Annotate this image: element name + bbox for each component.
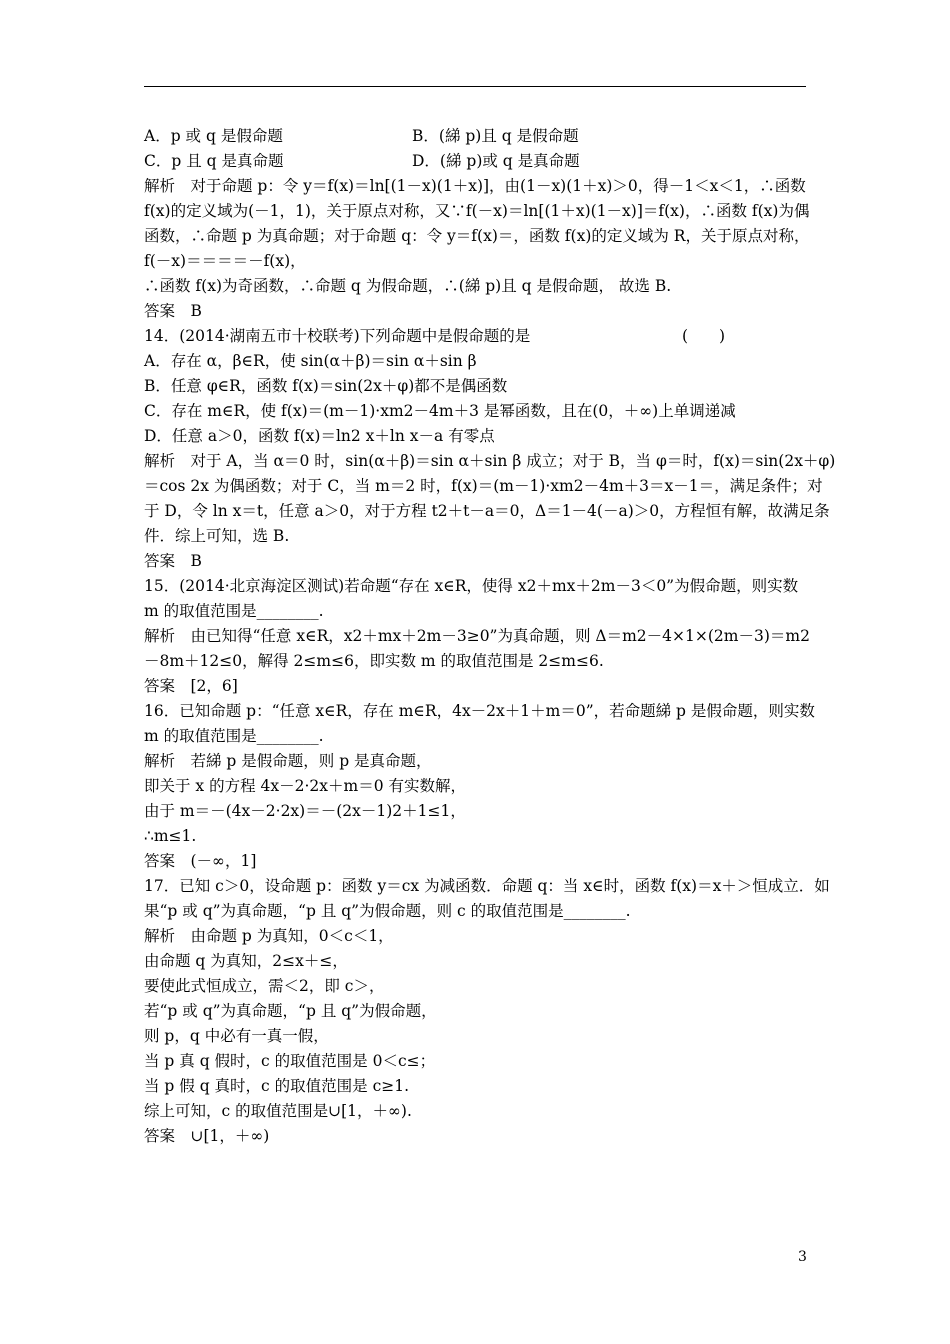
text-line — [144, 799, 814, 824]
line-text: C．存在 m∈R，使 f(x)＝(m－1)·xm2－4m＋3 是幂函数，且在(0，＋∞)上单调递减 — [144, 402, 736, 420]
text-line — [144, 374, 814, 399]
text-line — [144, 624, 814, 649]
text-line — [144, 949, 814, 974]
line-text: 答案 [2，6] — [144, 677, 238, 695]
text-line — [144, 824, 814, 849]
line-text: m 的取值范围是________. — [144, 727, 324, 745]
line-text: f(x)的定义域为(－1，1)，关于原点对称，又∵f(－x)＝ln[(1＋x)(1－x)]＝f(x)，∴函数 f(x)为偶 — [144, 202, 810, 220]
text-line — [144, 199, 814, 224]
text-line — [144, 1099, 814, 1124]
text-line — [144, 1074, 814, 1099]
answer-blank-parentheses: ( ) — [682, 327, 726, 345]
line-text: ∴m≤1. — [144, 827, 197, 845]
line-text: 答案 (－∞，1] — [144, 852, 257, 870]
text-line — [144, 874, 830, 899]
text-line — [144, 524, 814, 549]
line-text: 若“p 或 q”为真命题，“p 且 q”为假命题， — [144, 1002, 437, 1020]
line-text: 答案 ∪[1，＋∞) — [144, 1127, 270, 1145]
text-line — [144, 124, 814, 149]
page-number: 3 — [798, 1249, 807, 1265]
line-text: 15．(2014·北京海淀区测试)若命题“存在 x∈R，使得 x2＋mx＋2m－3＜0”为假命题，则实数 — [144, 577, 799, 595]
text-line — [144, 699, 814, 724]
text-line — [144, 749, 814, 774]
line-text: 即关于 x 的方程 4x－2·2x＋m＝0 有实数解， — [144, 777, 467, 795]
text-line — [144, 149, 814, 174]
text-line — [144, 1049, 814, 1074]
document-body — [144, 124, 836, 1149]
line-text: －8m＋12≤0，解得 2≤m≤6，即实数 m 的取值范围是 2≤m≤6. — [144, 652, 604, 670]
line-text: 综上可知，c 的取值范围是∪[1，＋∞). — [144, 1102, 412, 1120]
line-text: 解析 对于 A，当 α＝0 时，sin(α＋β)＝sin α＋sin β 成立；对于 B，当 φ＝时，f(x)＝sin(2x＋φ) — [144, 452, 836, 470]
line-text: 解析 对于命题 p：令 y＝f(x)＝ln[(1－x)(1＋x)]，由(1－x)(1＋x)＞0，得－1＜x＜1，∴函数 — [144, 177, 806, 195]
text-line — [144, 349, 814, 374]
option-right: D．(綈 p)或 q 是真命题 — [412, 152, 580, 170]
line-text: 解析 若綈 p 是假命题，则 p 是真命题， — [144, 752, 432, 770]
text-line — [144, 974, 814, 999]
line-text: 当 p 真 q 假时，c 的取值范围是 0＜c≤； — [144, 1052, 436, 1070]
text-line — [144, 724, 814, 749]
text-line — [144, 899, 814, 924]
text-line — [144, 849, 814, 874]
line-text: 要使此式恒成立，需＜2，即 c＞， — [144, 977, 385, 995]
option-left: C．p 且 q 是真命题 — [144, 152, 284, 170]
text-line — [144, 249, 814, 274]
text-line — [144, 774, 814, 799]
line-text: 当 p 假 q 真时，c 的取值范围是 c≥1. — [144, 1077, 410, 1095]
line-text: 解析 由已知得“任意 x∈R，x2＋mx＋2m－3≥0”为真命题，则 Δ＝m2－4×1×(2m－3)＝m2 — [144, 627, 810, 645]
line-text: 函数，∴命题 p 为真命题；对于命题 q：令 y＝f(x)＝，函数 f(x)的定义域为 R，关于原点对称， — [144, 227, 810, 245]
text-line — [144, 1024, 814, 1049]
text-line — [144, 449, 836, 474]
line-text: B．任意 φ∈R，函数 f(x)＝sin(2x＋φ)都不是偶函数 — [144, 377, 508, 395]
text-line — [144, 299, 814, 324]
line-text: f(－x)＝＝＝＝－f(x)， — [144, 252, 306, 270]
text-line — [144, 174, 814, 199]
header-rule — [144, 86, 806, 87]
line-text: 由命题 q 为真知，2≤x＋≤， — [144, 952, 348, 970]
line-text: 答案 B — [144, 302, 202, 320]
line-text: 于 D，令 ln x＝t，任意 a＞0，对于方程 t2＋t－a＝0，Δ＝1－4(－a)＞0，方程恒有解，故满足条 — [144, 502, 830, 520]
text-line — [144, 424, 814, 449]
line-text: D．任意 a＞0，函数 f(x)＝ln2 x＋ln x－a 有零点 — [144, 427, 495, 445]
text-line — [144, 1124, 814, 1149]
option-right: B．(綈 p)且 q 是假命题 — [412, 127, 579, 145]
line-text: 17．已知 c＞0，设命题 p：函数 y＝cx 为减函数．命题 q：当 x∈时，函数 f(x)＝x＋＞恒成立．如 — [144, 877, 830, 895]
line-text: 答案 B — [144, 552, 202, 570]
text-line — [144, 399, 814, 424]
line-text: 件．综上可知，选 B. — [144, 527, 290, 545]
text-line — [144, 574, 814, 599]
line-text: 则 p，q 中必有一真一假， — [144, 1027, 329, 1045]
line-text: 果“p 或 q”为真命题，“p 且 q”为假命题，则 c 的取值范围是________. — [144, 902, 631, 920]
text-line — [144, 549, 814, 574]
line-text: ∴函数 f(x)为奇函数，∴命题 q 为假命题，∴(綈 p)且 q 是假命题， 故选 B. — [144, 277, 672, 295]
text-line — [144, 224, 814, 249]
text-line — [144, 999, 814, 1024]
text-line — [144, 499, 830, 524]
line-text: 由于 m＝－(4x－2·2x)＝－(2x－1)2＋1≤1， — [144, 802, 466, 820]
line-text: m 的取值范围是________. — [144, 602, 324, 620]
text-line — [144, 474, 823, 499]
text-line — [144, 599, 814, 624]
text-line — [144, 924, 814, 949]
text-line — [144, 274, 814, 299]
text-line — [144, 674, 814, 699]
line-text: 解析 由命题 p 为真知，0＜c＜1， — [144, 927, 394, 945]
line-text: 16．已知命题 p：“任意 x∈R，存在 m∈R，4x－2x＋1＋m＝0”，若命题綈 p 是假命题，则实数 — [144, 702, 815, 720]
line-text: A．存在 α，β∈R，使 sin(α＋β)＝sin α＋sin β — [144, 352, 477, 370]
line-text: 14．(2014·湖南五市十校联考)下列命题中是假命题的是 — [144, 327, 531, 345]
text-line — [144, 649, 814, 674]
text-line — [144, 324, 814, 349]
line-text: ＝cos 2x 为偶函数；对于 C，当 m＝2 时，f(x)＝(m－1)·xm2－4m＋3＝x－1＝，满足条件；对 — [144, 477, 823, 495]
option-left: A．p 或 q 是假命题 — [144, 127, 283, 145]
